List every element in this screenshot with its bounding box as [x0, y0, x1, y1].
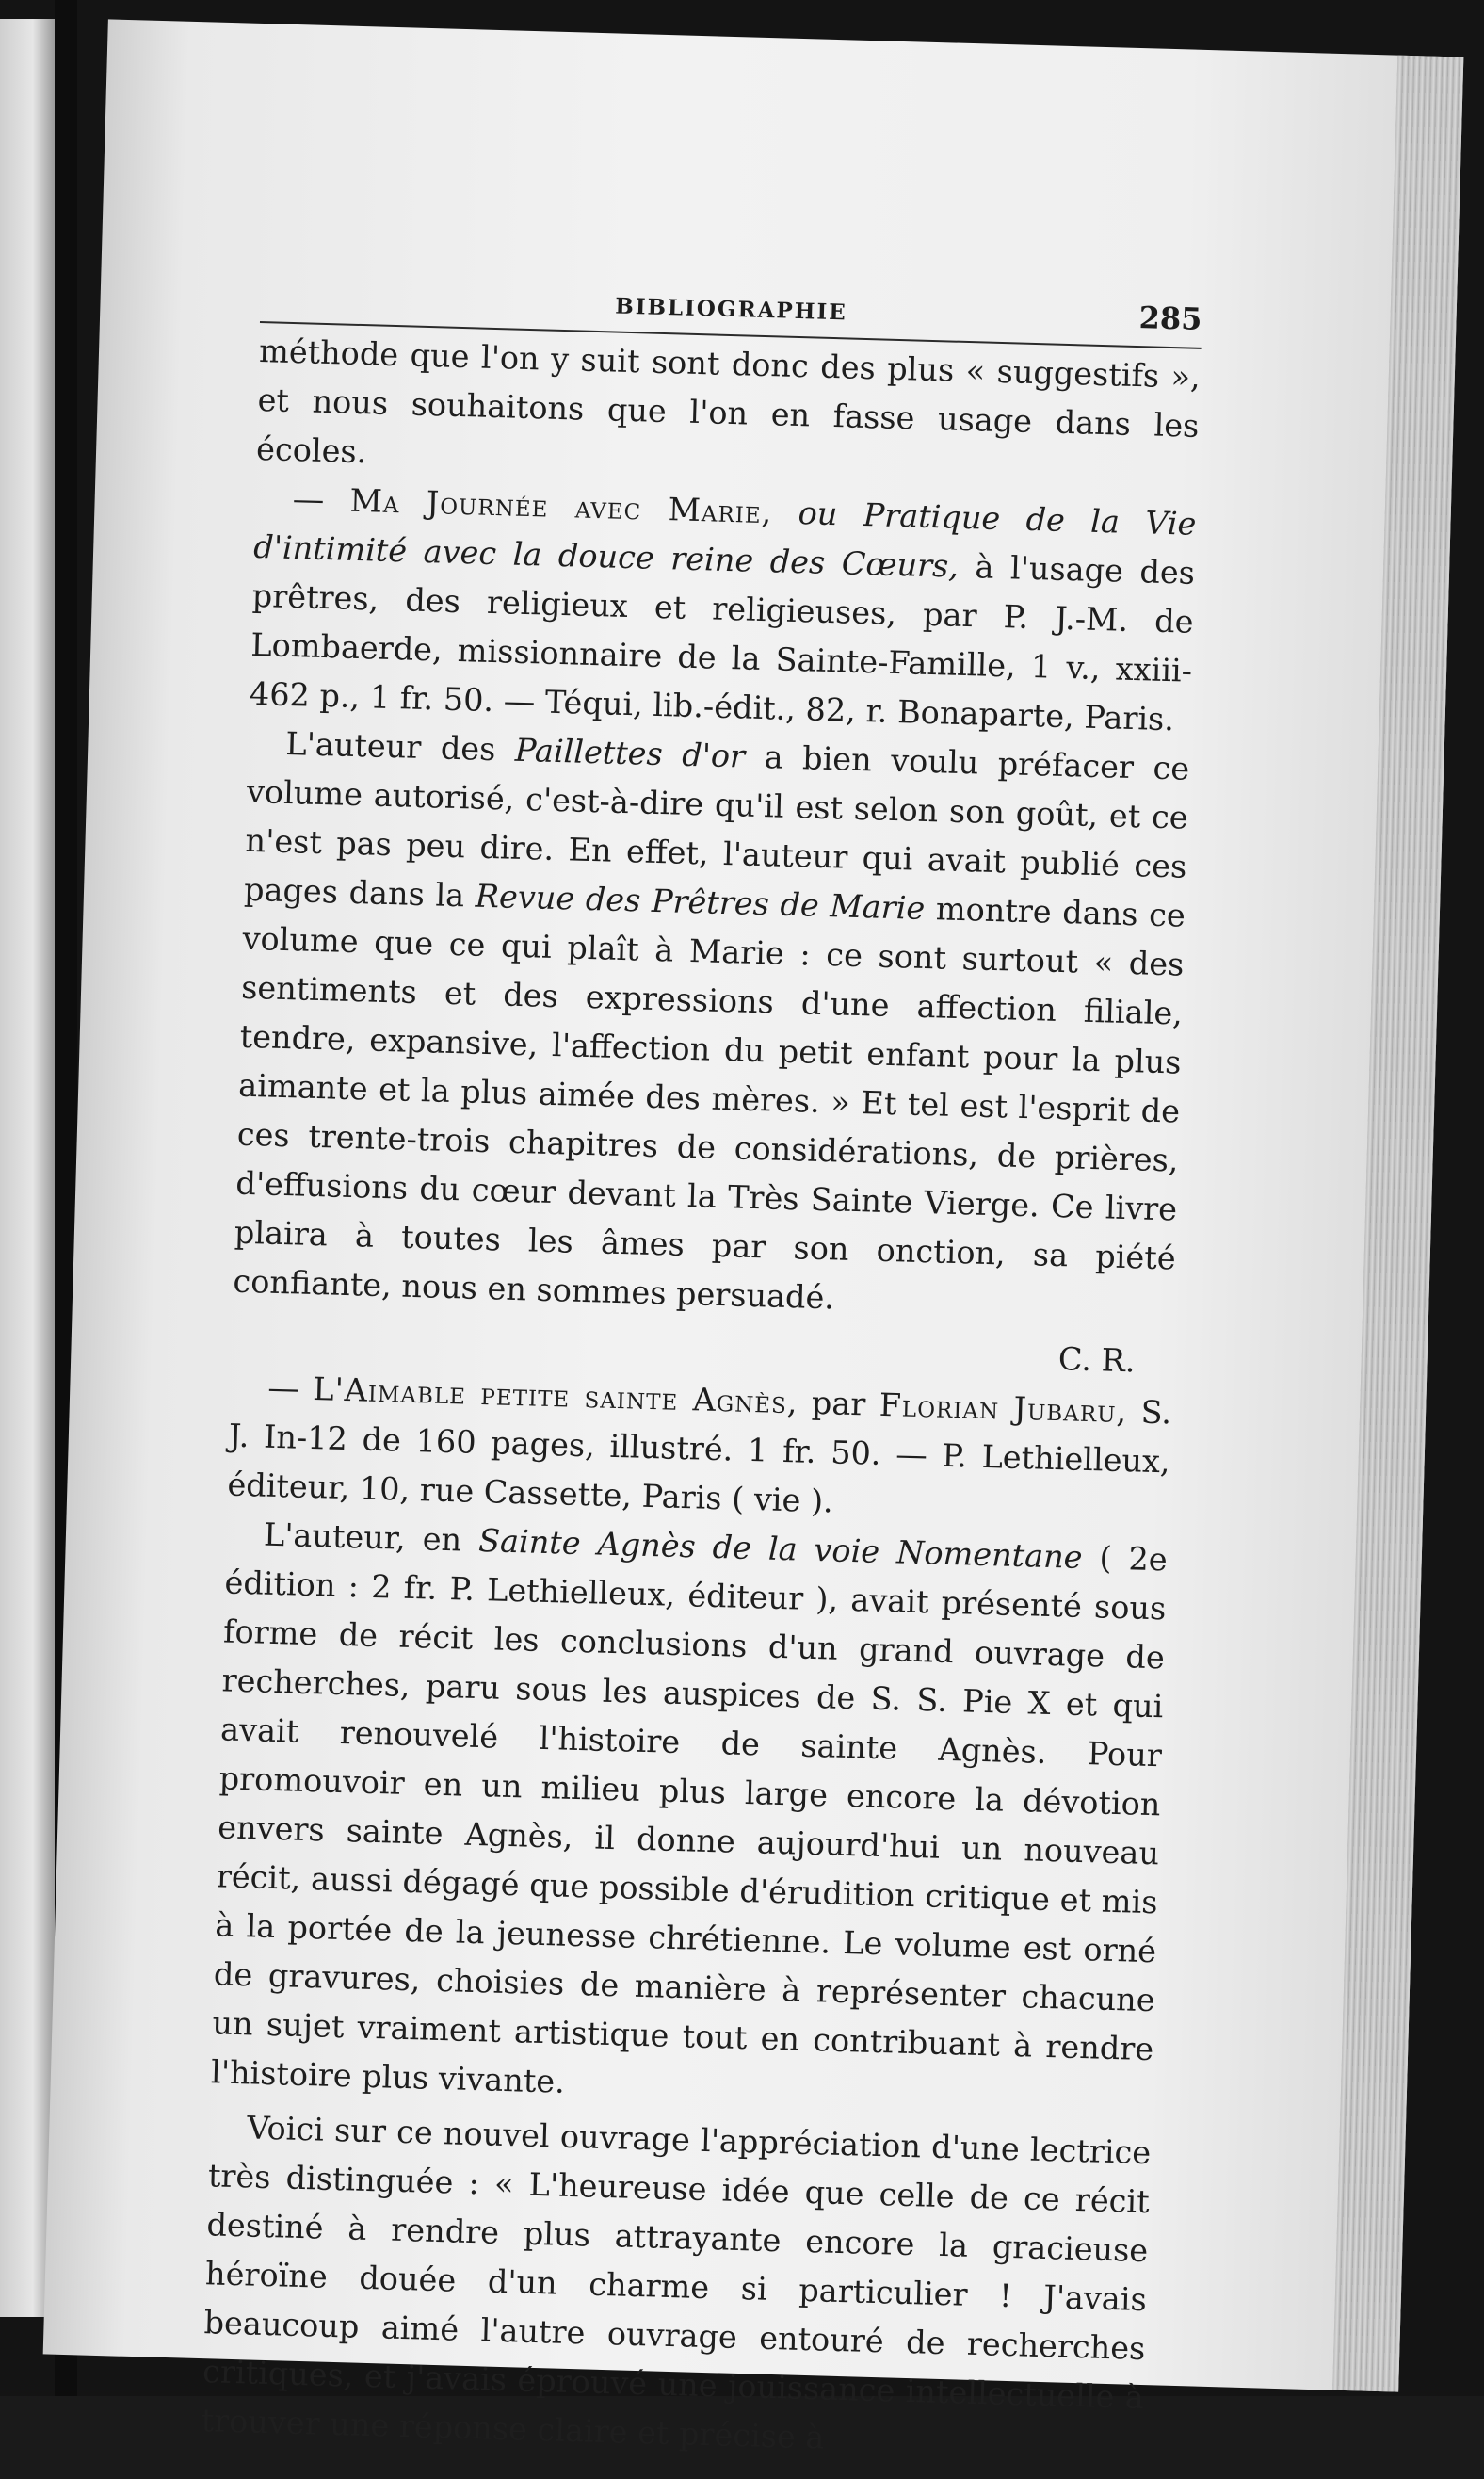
entry-details: S. J. In-12 de 160 pages, illustré. 1 fr. 50. — P. Lethielleux, éditeur, 10, rue Cassette, Paris ( vie ). — [226, 1393, 1172, 1520]
review-text: ( 2e édition : 2 fr. P. Lethielleux, éditeur ), avait présenté sous forme de récit les conclusions d'un grand ouvrage de recherches, paru sous les auspices de S. S. Pie X et qui avait renouvelé l'histoire de sainte Agnès. Pour promouvoir en un milieu plus large encore la dévotion envers sainte Agnès, il donne aujourd'hui un nouveau récit, aussi dégagé que possible d'érudition critique et mis à la portée de la jeunesse chrétienne. Le volume est orné de gravures, choisies de manière à représenter chacune un sujet vraiment artistique tout en contribuant à rendre l'histoire plus vivante. — [210, 1538, 1169, 2100]
entry-citation — [227, 1363, 1172, 1536]
review-book-title: Paillettes d'or — [514, 731, 746, 775]
review-journal-title: Revue des Prêtres de Marie — [475, 877, 926, 927]
review-paragraph — [210, 1510, 1168, 2124]
continuation-paragraph: méthode que l'on y suit sont donc des plus « suggestifs », et nous souhaitons que l'on en fasse usage dans les écoles. — [255, 332, 1202, 471]
entry-details: à l'usage des prêtres, des religieux et religieuses, par P. J.-M. de Lombaerde, missionnaire de la Sainte-Famille, 1 v., xxiii-462 p., 1 fr. 50. — Téqui, lib.-édit., 82, r. Bonaparte, Paris. — [249, 547, 1196, 738]
review-paragraph — [233, 719, 1190, 1333]
facing-page-edge — [0, 19, 55, 2317]
review-text: montre dans ce volume que ce qui plaît à Marie : ce sont surtout « des sentiments et des expressions d'une affection filiale, tendre, expansive, l'affection du petit enfant pour la plus aimante et la plus aimée des mères. » Et tel est l'esprit de ces trente-trois chapitres de considérations, de prières, d'effusions du cœur devant la Très Sainte Vierge. Ce livre plaira à toutes les âmes par son onction, sa piété confiante, nous en sommes persuadé. — [233, 889, 1186, 1317]
entry-author: Florian Jubaru, — [879, 1385, 1128, 1431]
review-text: L'auteur des — [284, 724, 516, 769]
entry-dash: — — [292, 480, 351, 519]
review-text: a bien voulu préfacer ce volume autorisé, c'est-à-dire qu'il est selon son goût, et ce n'est pas peu dire. En effet, l'auteur qui avait publié ces pages dans la — [243, 737, 1190, 915]
entry-citation — [249, 474, 1197, 745]
entry-dash: — — [266, 1369, 314, 1408]
review-text: L'auteur, en — [263, 1515, 479, 1559]
entry-author-prefix: par — [798, 1384, 880, 1423]
text-block — [201, 268, 1202, 2471]
page-number: 285 — [1138, 300, 1202, 337]
entry-title: Ma Journée avec Marie, — [349, 481, 773, 531]
entry-title: L'Aimable petite sainte Agnès, — [312, 1370, 799, 1421]
entry-subtitle: ou Pratique de la Vie d'intimité avec la douce reine des Cœurs, — [252, 494, 1197, 585]
running-head: BIBLIOGRAPHIE — [614, 293, 848, 326]
page-fore-edge — [1332, 56, 1463, 2392]
review-book-title: Sainte Agnès de la voie Nomentane — [477, 1521, 1084, 1576]
book-page — [43, 19, 1464, 2456]
review-signature: C. R. — [1057, 1340, 1137, 1380]
review-paragraph: Voici sur ce nouvel ouvrage l'appréciation d'une lectrice très distinguée : « L'heureuse idée que celle de ce récit destiné à rendre plus attrayante encore la gracieuse héroïne douée d'un charme si particulier ! J'avais beaucoup aimé l'autre ouvrage entouré de recherches critiques, et j'avais éprouvé une jouissance intellectuelle à trouver une réponse claire et précise à — [201, 2109, 1152, 2456]
